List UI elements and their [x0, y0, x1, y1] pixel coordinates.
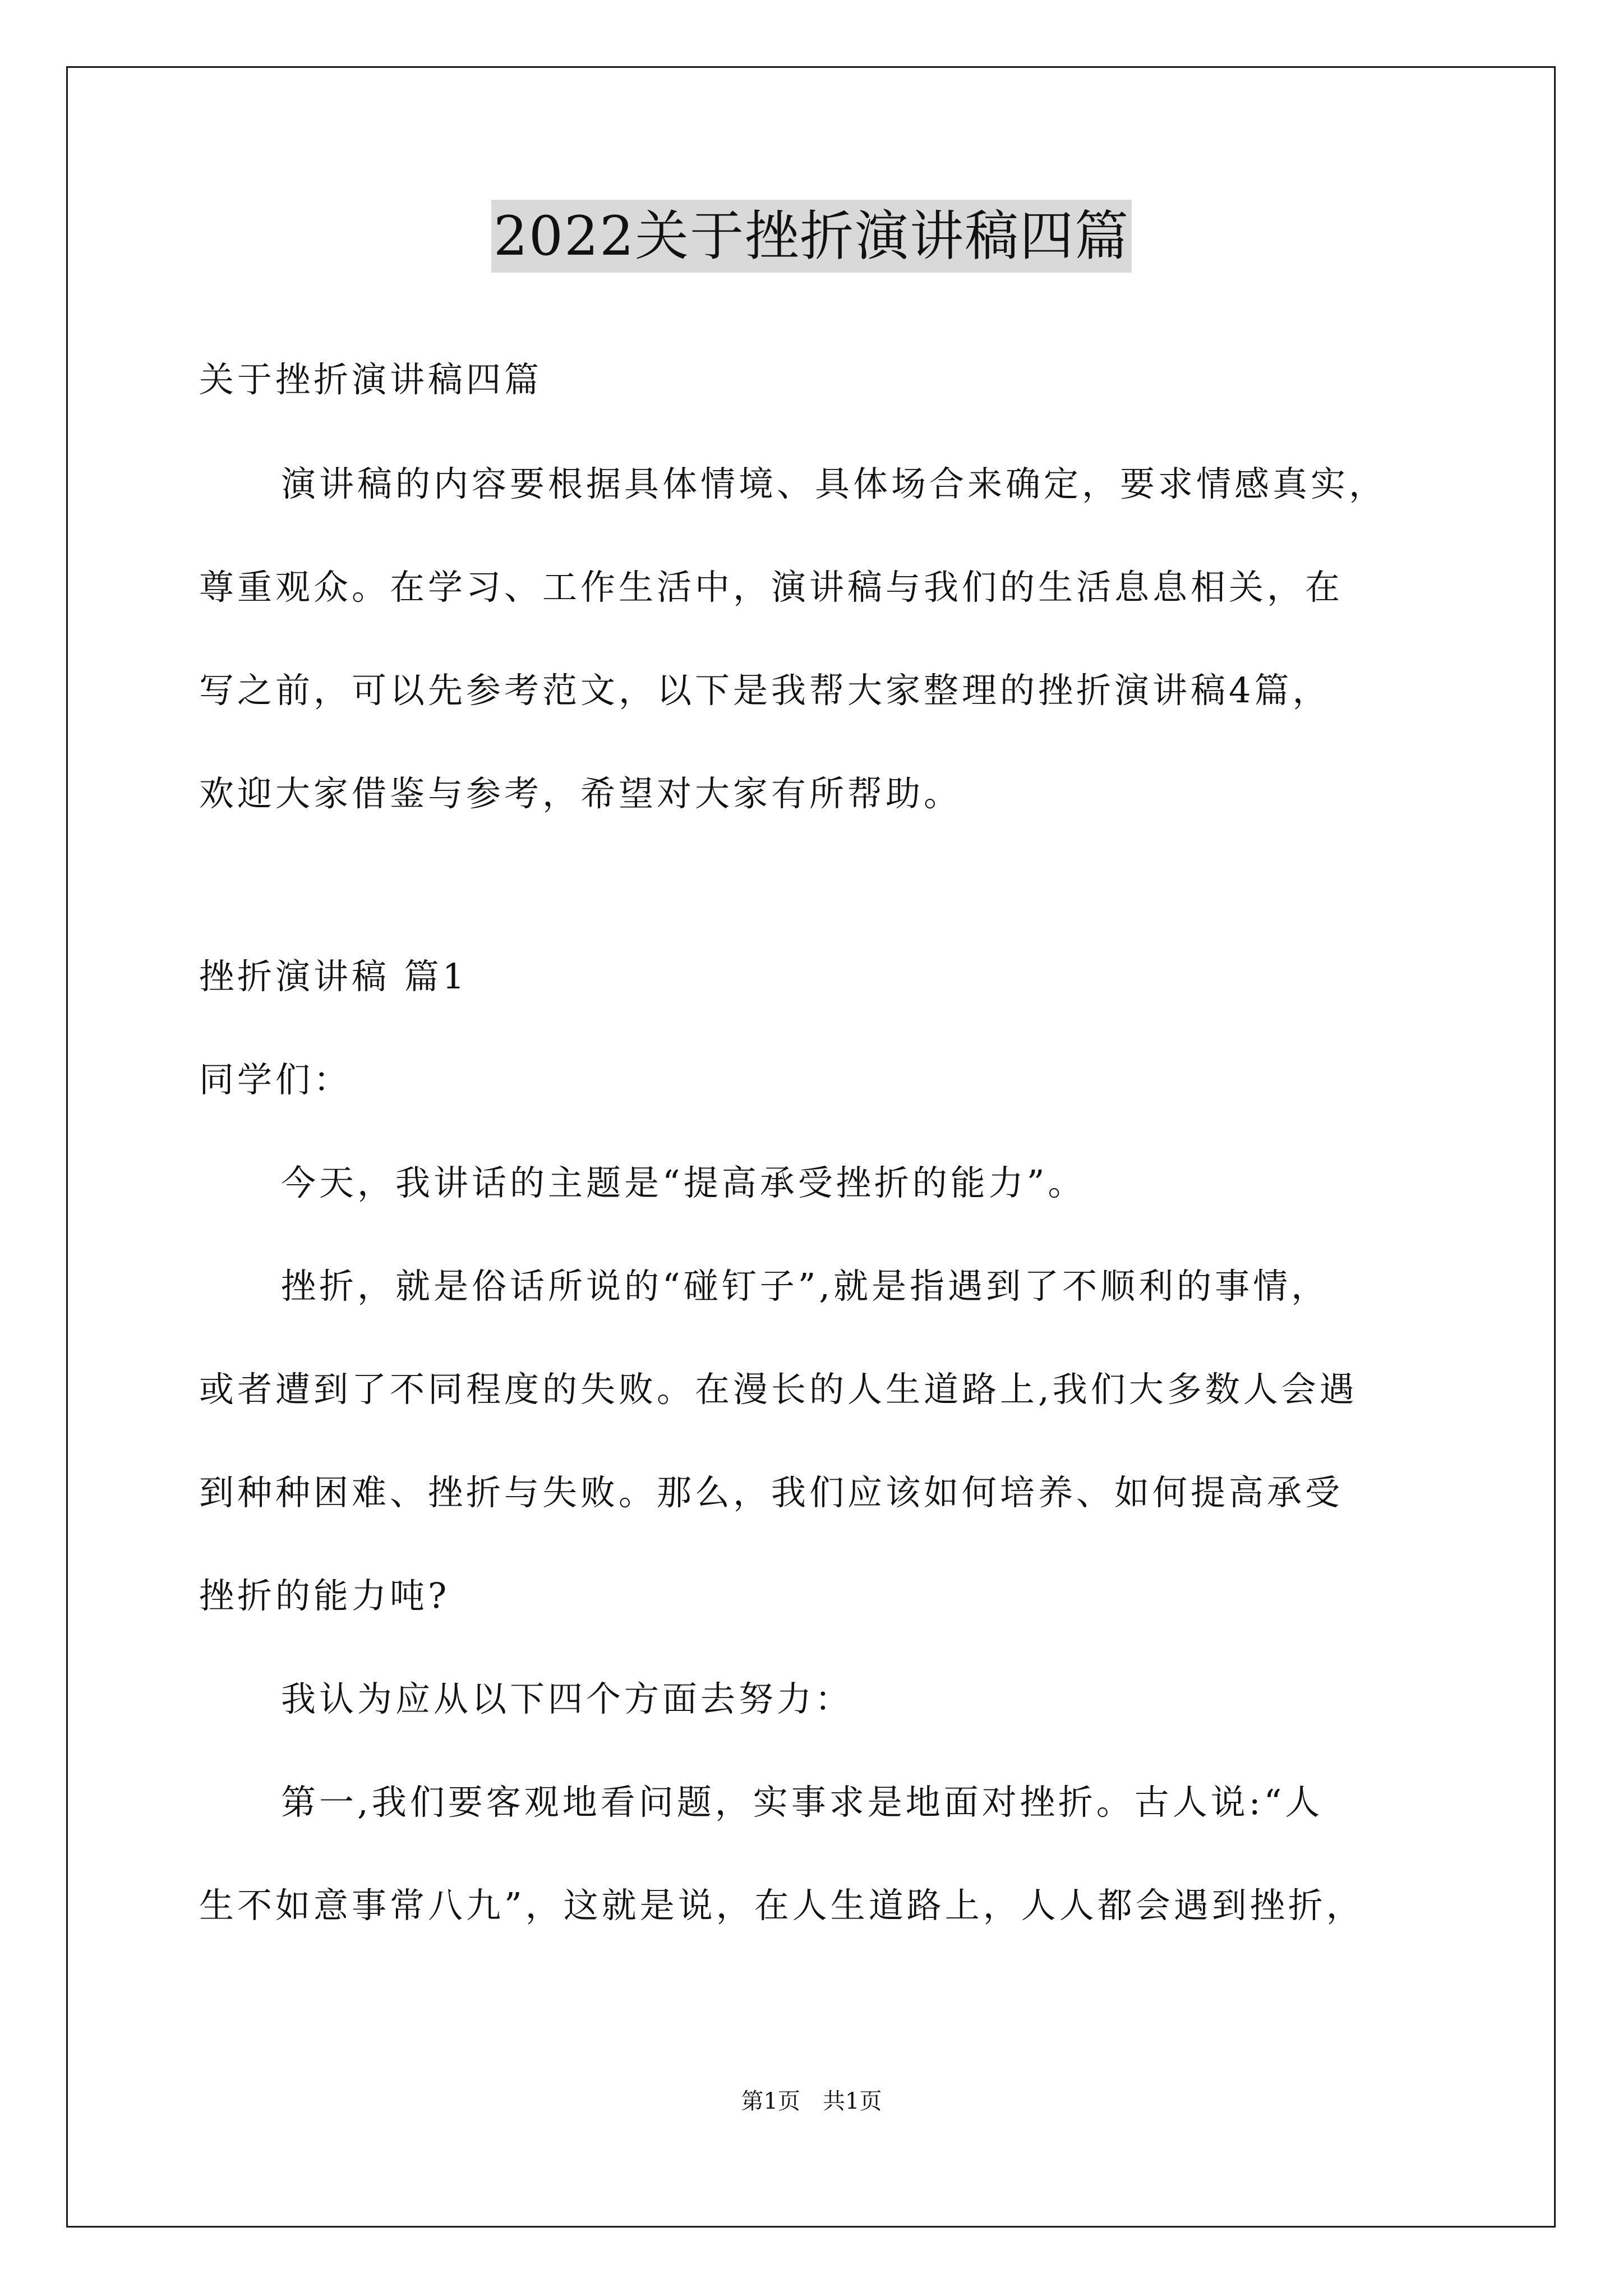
subtitle-text: 关于挫折演讲稿四篇	[199, 359, 543, 400]
body-line: 或者遭到了不同程度的失败。在漫长的人生道路上,我们大多数人会遇	[199, 1369, 1358, 1410]
intro-paragraph	[199, 432, 1433, 845]
intro-line: 尊重观众。在学习、工作生活中，演讲稿与我们的生活息息相关，在	[199, 567, 1344, 608]
body-line: 到种种困难、挫折与失败。那么，我们应该如何培养、如何提高承受	[199, 1472, 1344, 1513]
body-line: 挫折，就是俗话所说的“碰钉子”,就是指遇到了不顺利的事情，	[281, 1266, 1330, 1306]
intro-line: 写之前，可以先参考范文，以下是我帮大家整理的挫折演讲稿4篇，	[199, 670, 1331, 711]
page-footer: 第1页 共1页	[741, 2088, 882, 2114]
first-point-line: 第一,我们要客观地看问题，实事求是地面对挫折。古人说:“人	[281, 1782, 1324, 1823]
intro-line: 欢迎大家借鉴与参考，希望对大家有所帮助。	[199, 773, 962, 814]
section-heading	[199, 925, 1433, 1957]
theme-line: 今天，我讲话的主题是“提高承受挫折的能力”。	[281, 1162, 1086, 1203]
aspects-line: 我认为应从以下四个方面去努力：	[281, 1678, 854, 1719]
subtitle	[199, 328, 1433, 431]
section-heading-text: 挫折演讲稿 篇1	[199, 956, 468, 997]
body-line: 挫折的能力吨?	[199, 1575, 450, 1616]
document-title: 2022关于挫折演讲稿四篇	[491, 200, 1132, 273]
salutation: 同学们：	[199, 1059, 352, 1100]
intro-line: 演讲稿的内容要根据具体情境、具体场合来确定，要求情感真实，	[281, 463, 1387, 504]
first-point-line: 生不如意事常八九”，这就是说，在人生道路上，人人都会遇到挫折，	[199, 1885, 1364, 1926]
